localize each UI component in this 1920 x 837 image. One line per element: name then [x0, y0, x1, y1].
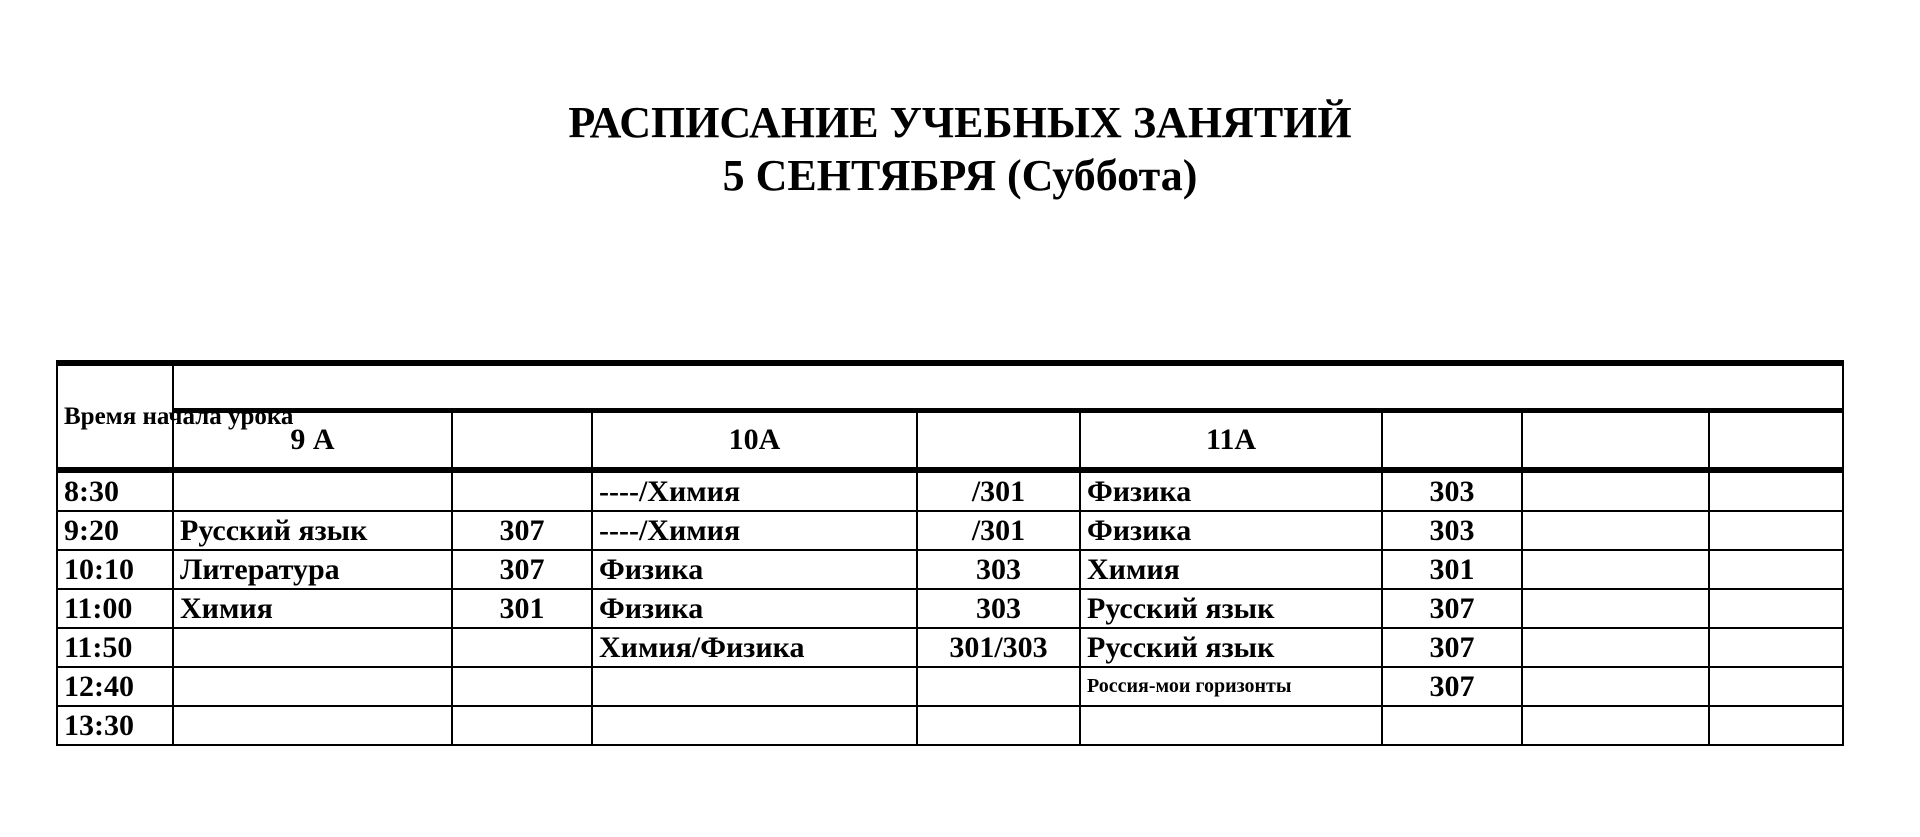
table-row: [57, 706, 1843, 745]
lesson-time: 11:00: [57, 589, 173, 628]
table-row: [57, 589, 1843, 628]
extra-cell: [1522, 511, 1709, 550]
subject-10a: Физика: [592, 550, 917, 589]
room-9a: 307: [452, 511, 592, 550]
extra-header-1: [1522, 411, 1709, 471]
room-10a: 301/303: [917, 628, 1080, 667]
extra-cell: [1709, 628, 1843, 667]
room-9a: [452, 667, 592, 706]
subject-9a: [173, 706, 452, 745]
extra-cell: [1709, 706, 1843, 745]
extra-cell: [1522, 706, 1709, 745]
lesson-time: 10:10: [57, 550, 173, 589]
extra-header-2: [1709, 411, 1843, 471]
class-header-10a: 10А: [592, 411, 917, 471]
header-top-row: [57, 363, 1843, 411]
lesson-time: 12:40: [57, 667, 173, 706]
extra-cell: [1522, 667, 1709, 706]
title-line-2: 5 СЕНТЯБРЯ (Суббота): [722, 151, 1198, 200]
room-header-11a: [1382, 411, 1522, 471]
room-9a: 301: [452, 589, 592, 628]
subject-11a: Русский язык: [1080, 628, 1382, 667]
table-row: [57, 470, 1843, 511]
room-10a: 303: [917, 550, 1080, 589]
class-header-row: [57, 411, 1843, 471]
class-header-11a: 11А: [1080, 411, 1382, 471]
header-spanner-cell: [173, 363, 1843, 411]
room-10a: [917, 667, 1080, 706]
subject-11a: Химия: [1080, 550, 1382, 589]
class-header-9a: 9 А: [173, 411, 452, 471]
subject-9a: Русский язык: [173, 511, 452, 550]
subject-10a: Физика: [592, 589, 917, 628]
room-9a: [452, 470, 592, 511]
room-9a: [452, 628, 592, 667]
room-header-9a: [452, 411, 592, 471]
extra-cell: [1522, 589, 1709, 628]
subject-10a: ----/Химия: [592, 470, 917, 511]
extra-cell: [1709, 589, 1843, 628]
subject-10a: Химия/Физика: [592, 628, 917, 667]
title-line-1: РАСПИСАНИЕ УЧЕБНЫХ ЗАНЯТИЙ: [568, 98, 1352, 147]
room-10a: [917, 706, 1080, 745]
page-title: [0, 96, 1920, 202]
room-header-10a: [917, 411, 1080, 471]
subject-9a: Литература: [173, 550, 452, 589]
subject-9a: Химия: [173, 589, 452, 628]
room-11a: 307: [1382, 628, 1522, 667]
extra-cell: [1709, 550, 1843, 589]
table-row: [57, 667, 1843, 706]
table-row: [57, 550, 1843, 589]
extra-cell: [1709, 470, 1843, 511]
room-11a: 303: [1382, 511, 1522, 550]
room-11a: 307: [1382, 667, 1522, 706]
subject-11a: Физика: [1080, 470, 1382, 511]
subject-10a: [592, 667, 917, 706]
table-row: [57, 628, 1843, 667]
time-column-header: Время начала урока: [57, 363, 173, 470]
subject-10a: [592, 706, 917, 745]
room-10a: /301: [917, 511, 1080, 550]
room-10a: 303: [917, 589, 1080, 628]
room-10a: /301: [917, 470, 1080, 511]
extra-cell: [1522, 550, 1709, 589]
lesson-time: 8:30: [57, 470, 173, 511]
extra-cell: [1522, 628, 1709, 667]
subject-9a: [173, 628, 452, 667]
extra-cell: [1709, 667, 1843, 706]
subject-11a: Россия-мои горизонты: [1080, 667, 1382, 706]
schedule-table: [56, 360, 1844, 746]
room-11a: [1382, 706, 1522, 745]
table-row: [57, 511, 1843, 550]
room-11a: 307: [1382, 589, 1522, 628]
room-11a: 303: [1382, 470, 1522, 511]
room-11a: 301: [1382, 550, 1522, 589]
lesson-time: 13:30: [57, 706, 173, 745]
room-9a: [452, 706, 592, 745]
lesson-time: 9:20: [57, 511, 173, 550]
extra-cell: [1522, 470, 1709, 511]
lesson-time: 11:50: [57, 628, 173, 667]
subject-9a: [173, 667, 452, 706]
subject-11a: [1080, 706, 1382, 745]
room-9a: 307: [452, 550, 592, 589]
subject-11a: Русский язык: [1080, 589, 1382, 628]
subject-11a: Физика: [1080, 511, 1382, 550]
extra-cell: [1709, 511, 1843, 550]
subject-9a: [173, 470, 452, 511]
subject-10a: ----/Химия: [592, 511, 917, 550]
